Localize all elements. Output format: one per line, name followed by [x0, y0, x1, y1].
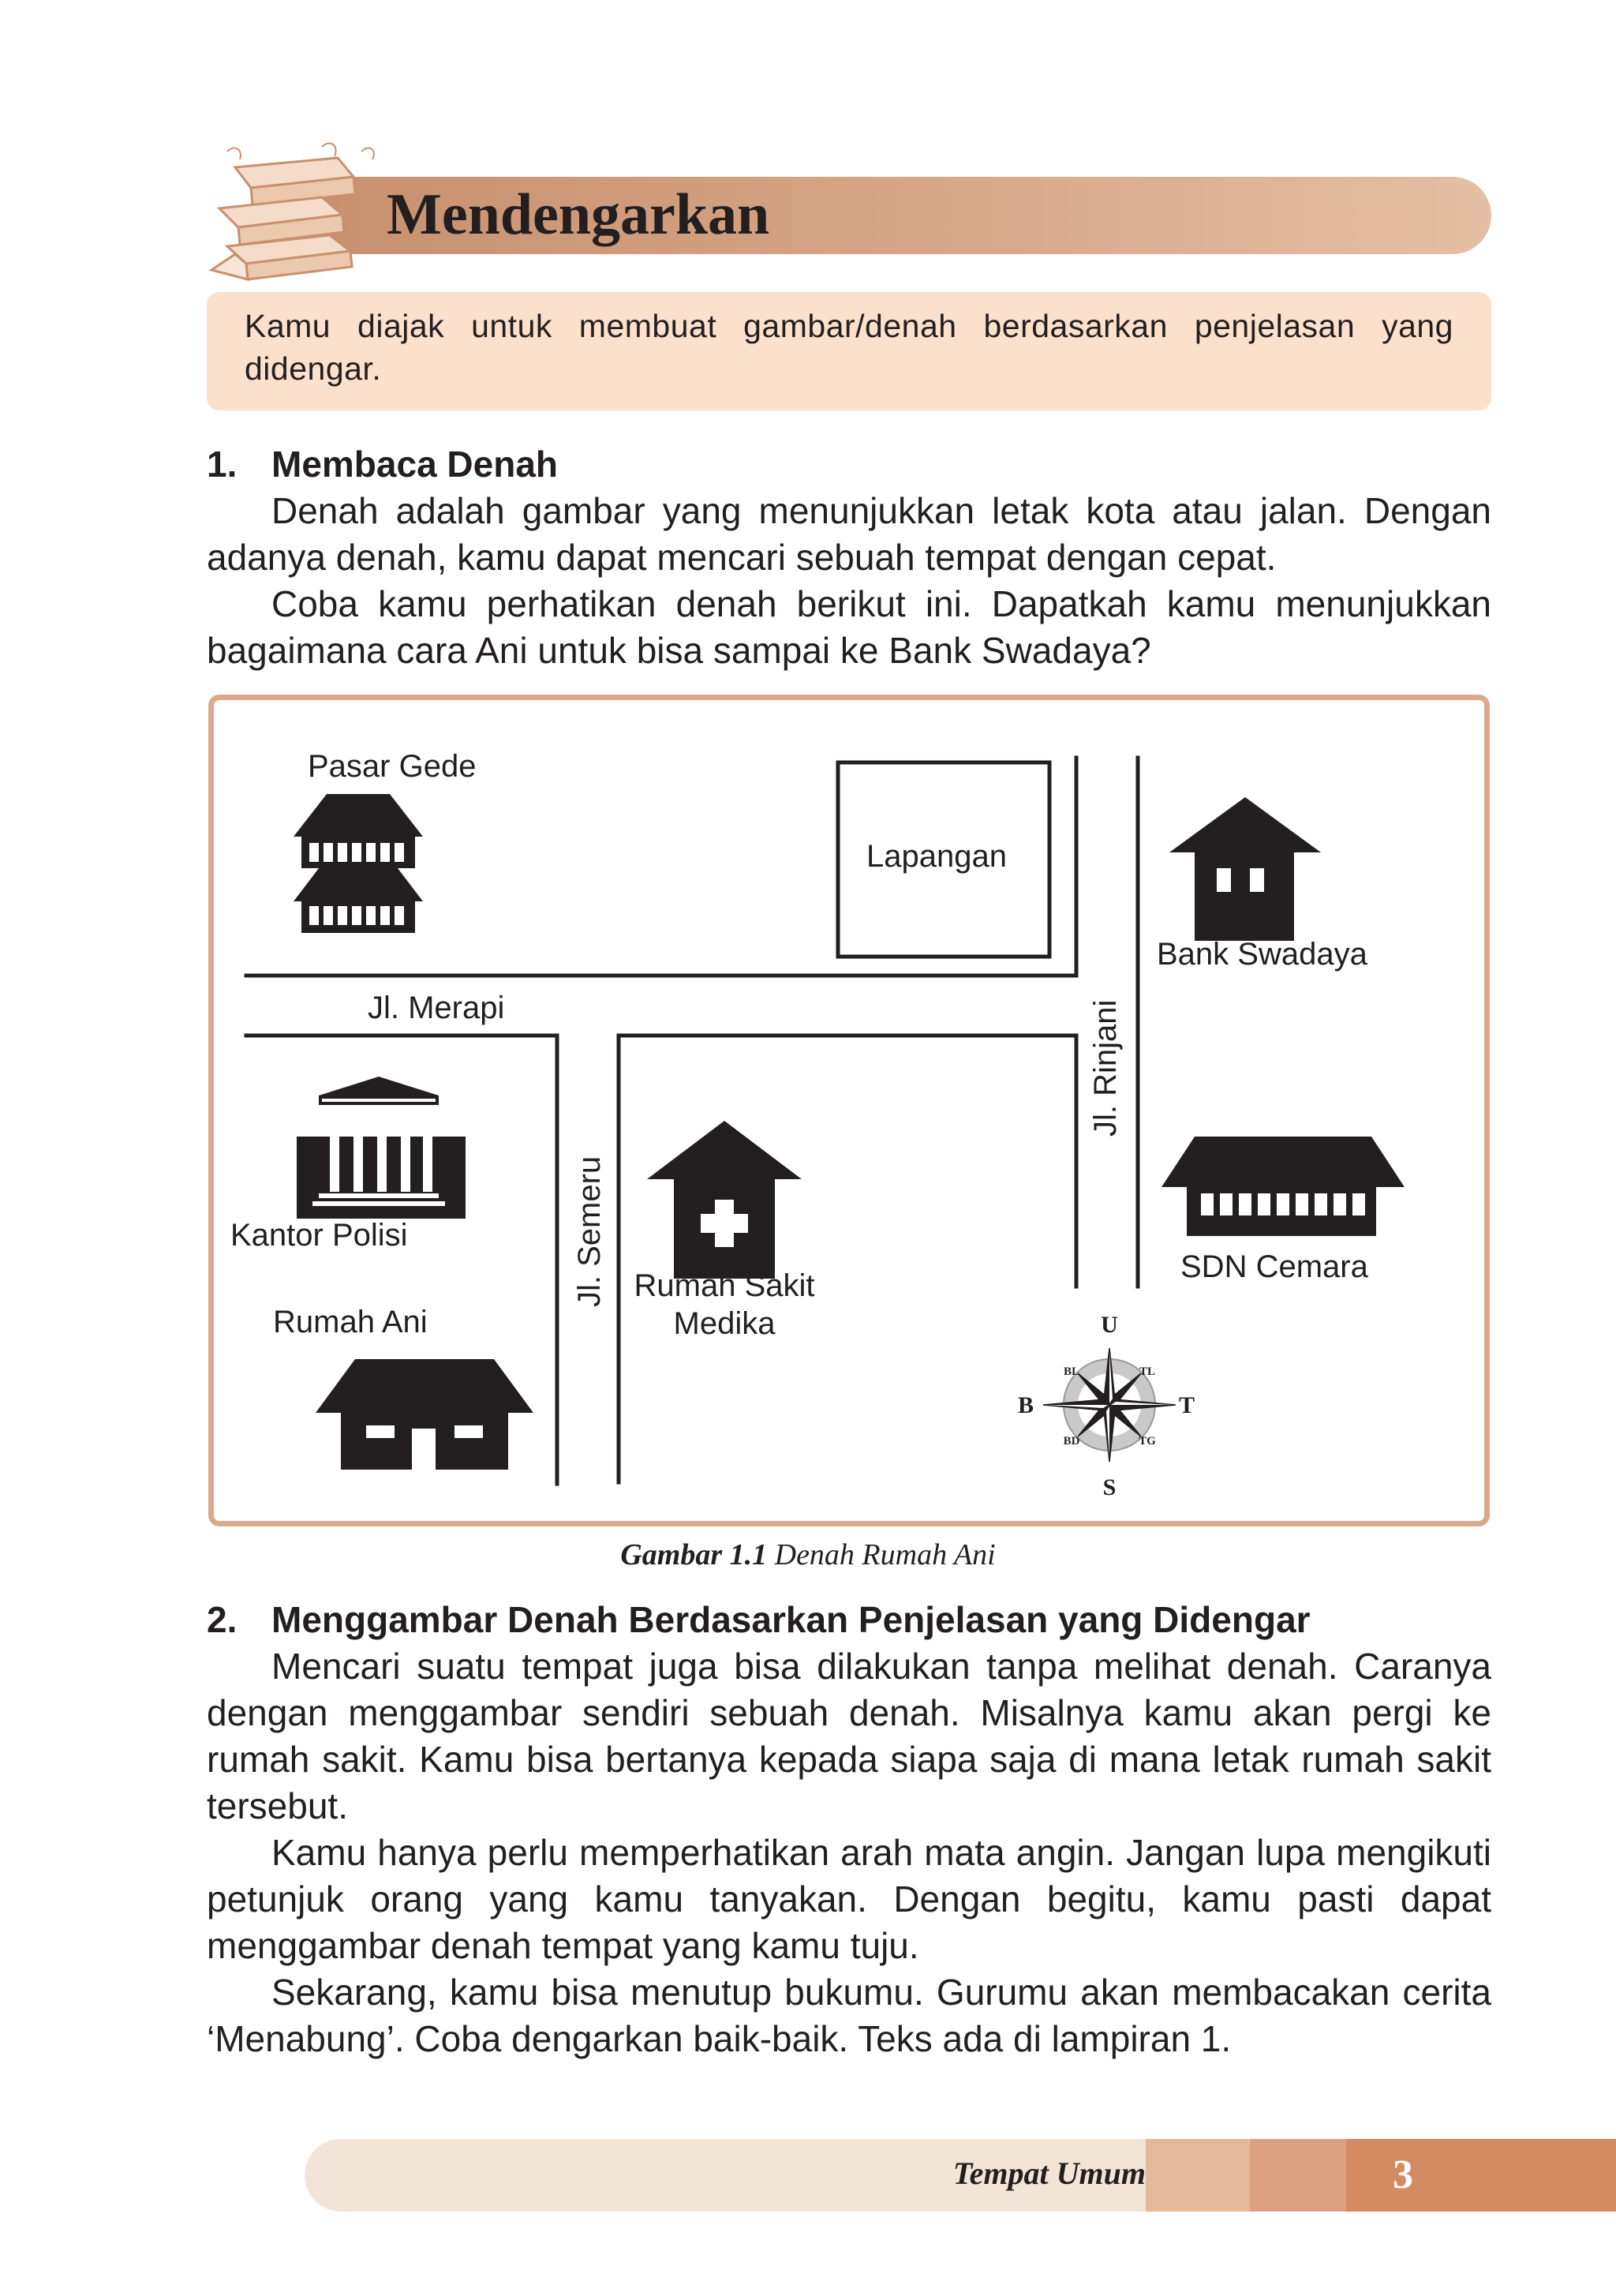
intro-box	[207, 292, 1491, 410]
label-pasar-gede: Pasar Gede	[308, 749, 477, 784]
compass-northeast-label: TL	[1139, 1365, 1156, 1378]
compass-south-label: S	[1102, 1474, 1117, 1500]
compass-north-label: U	[1101, 1312, 1118, 1338]
paragraph: Sekarang, kamu bisa menutup bukumu. Gurumu akan membacakan cerita ‘Menabung’. Coba dengarkan baik-baik. Teks ada di lampiran 1.	[207, 1972, 1491, 2059]
heading-membaca-denah	[207, 442, 558, 486]
paragraph: Kamu hanya perlu memperhatikan arah mata angin. Jangan lupa mengikuti petunjuk orang yang kamu tanyakan. Dengan begitu, kamu pasti dapat menggambar denah tempat yang kamu tuju.	[207, 1832, 1491, 1966]
caption-label: Gambar 1.1	[620, 1538, 768, 1571]
paragraph: Mencari suatu tempat juga bisa dilakukan tanpa melihat denah. Caranya dengan menggambar sendiri sebuah denah. Misalnya kamu akan pergi ke rumah sakit. Kamu bisa bertanya kepada siapa saja di mana letak rumah sakit tersebut.	[207, 1646, 1491, 1826]
books-icon	[204, 136, 383, 284]
heading-text: Membaca Denah	[271, 444, 559, 485]
heading-number: 1.	[207, 444, 238, 485]
label-rumah-ani: Rumah Ani	[273, 1305, 428, 1339]
hospital-icon	[647, 1121, 802, 1279]
label-bank-swadaya: Bank Swadaya	[1157, 937, 1367, 972]
label-jl-semeru: Jl. Semeru	[572, 1155, 607, 1307]
compass-east-label: T	[1178, 1392, 1195, 1418]
footer-stripe	[1146, 2139, 1250, 2212]
part1-paragraphs	[207, 488, 1491, 674]
footer-stripe	[1250, 2139, 1346, 2212]
market-building-icon	[294, 794, 423, 933]
intro-text: Kamu diajak untuk membuat gambar/denah berdasarkan penjelasan yang didengar.	[245, 308, 1453, 387]
caption-text: Denah Rumah Ani	[774, 1538, 996, 1571]
footer-chapter-title: Tempat Umum	[952, 2156, 1146, 2191]
compass-southwest-label: BD	[1063, 1435, 1080, 1448]
compass-west-label: B	[1017, 1392, 1034, 1418]
label-kantor-polisi: Kantor Polisi	[230, 1218, 408, 1253]
school-building-icon	[1162, 1137, 1405, 1236]
section-title: Mendengarkan	[387, 182, 770, 247]
label-jl-rinjani: Jl. Rinjani	[1088, 999, 1123, 1137]
paragraph: Denah adalah gambar yang menunjukkan letak kota atau jalan. Dengan adanya denah, kamu dapat mencari sebuah tempat dengan cepat.	[207, 490, 1491, 578]
house-icon	[316, 1359, 533, 1470]
label-rumah-sakit-medika: Medika	[673, 1306, 776, 1341]
compass-southeast-label: TG	[1139, 1435, 1156, 1448]
paragraph: Coba kamu perhatikan denah berikut ini. Dapatkah kamu menunjukkan bagaimana cara Ani untuk bisa sampai ke Bank Swadaya?	[207, 583, 1491, 671]
map-denah-rumah-ani	[208, 695, 1490, 1526]
label-rumah-sakit: Rumah Sakit	[634, 1268, 815, 1303]
heading-menggambar-denah	[207, 1597, 1311, 1642]
compass-northwest-label: BL	[1063, 1365, 1080, 1378]
figure-caption	[0, 1538, 1616, 1572]
bank-building-icon	[1169, 797, 1321, 941]
part2-paragraphs	[207, 1643, 1491, 2062]
police-station-icon	[297, 1077, 466, 1219]
label-sdn-cemara: SDN Cemara	[1180, 1249, 1368, 1284]
label-lapangan: Lapangan	[866, 839, 1007, 874]
heading-text: Menggambar Denah Berdasarkan Penjelasan yang Didengar	[271, 1599, 1311, 1640]
page-number: 3	[1393, 2152, 1413, 2197]
label-jl-merapi: Jl. Merapi	[368, 991, 505, 1025]
heading-number: 2.	[207, 1599, 238, 1640]
